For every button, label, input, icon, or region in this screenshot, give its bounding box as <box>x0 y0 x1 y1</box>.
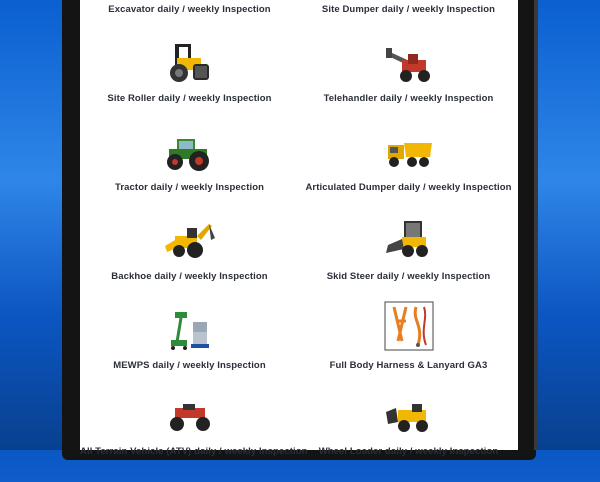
inspection-card-backhoe[interactable] <box>80 216 299 304</box>
inspection-label: Wheel Loader daily / weekly Inspection <box>318 446 499 457</box>
skid-steer-icon <box>382 212 436 264</box>
inspection-label: MEWPS daily / weekly Inspection <box>113 360 266 371</box>
inspection-card-skid-steer[interactable] <box>299 216 518 304</box>
wheel-loader-icon <box>382 398 436 444</box>
inspection-card-site-dumper[interactable] <box>299 0 518 15</box>
articulated-dumper-icon <box>382 129 436 175</box>
mewp-icon <box>163 303 217 355</box>
inspection-card-tractor[interactable] <box>80 127 299 215</box>
atv-icon <box>163 398 217 444</box>
site-roller-icon <box>163 40 217 86</box>
backhoe-icon <box>163 218 217 264</box>
inspection-label: Articulated Dumper daily / weekly Inspection <box>305 182 512 193</box>
harness-icon <box>384 301 434 351</box>
inspection-label: Site Roller daily / weekly Inspection <box>107 93 272 104</box>
inspection-card-telehandler[interactable] <box>299 38 518 126</box>
inspection-label: Full Body Harness & Lanyard GA3 <box>329 360 488 371</box>
inspection-card-site-roller[interactable] <box>80 38 299 126</box>
inspection-list-screen[interactable] <box>80 0 518 457</box>
inspection-label: Backhoe daily / weekly Inspection <box>111 271 268 282</box>
inspection-card-excavator[interactable] <box>80 0 299 15</box>
inspection-label: Skid Steer daily / weekly Inspection <box>326 271 491 282</box>
inspection-label: Telehandler daily / weekly Inspection <box>323 93 494 104</box>
inspection-card-atv[interactable] <box>80 394 308 482</box>
inspection-card-harness[interactable] <box>299 305 518 393</box>
inspection-card-mewps[interactable] <box>80 305 299 393</box>
telehandler-icon <box>382 40 436 86</box>
tablet-edge <box>534 0 538 450</box>
inspection-label: All Terrain Vehicle (ATV) daily / weekly Inspection <box>80 446 308 457</box>
wallpaper-left <box>0 0 62 450</box>
inspection-card-wheel-loader[interactable] <box>299 394 518 482</box>
tractor-icon <box>163 129 217 175</box>
inspection-card-articulated-dumper[interactable] <box>299 127 518 215</box>
inspection-label: Tractor daily / weekly Inspection <box>114 182 265 193</box>
wallpaper-right <box>536 0 600 450</box>
inspection-label: Excavator daily / weekly Inspection <box>108 4 271 15</box>
inspection-label: Site Dumper daily / weekly Inspection <box>321 4 496 15</box>
